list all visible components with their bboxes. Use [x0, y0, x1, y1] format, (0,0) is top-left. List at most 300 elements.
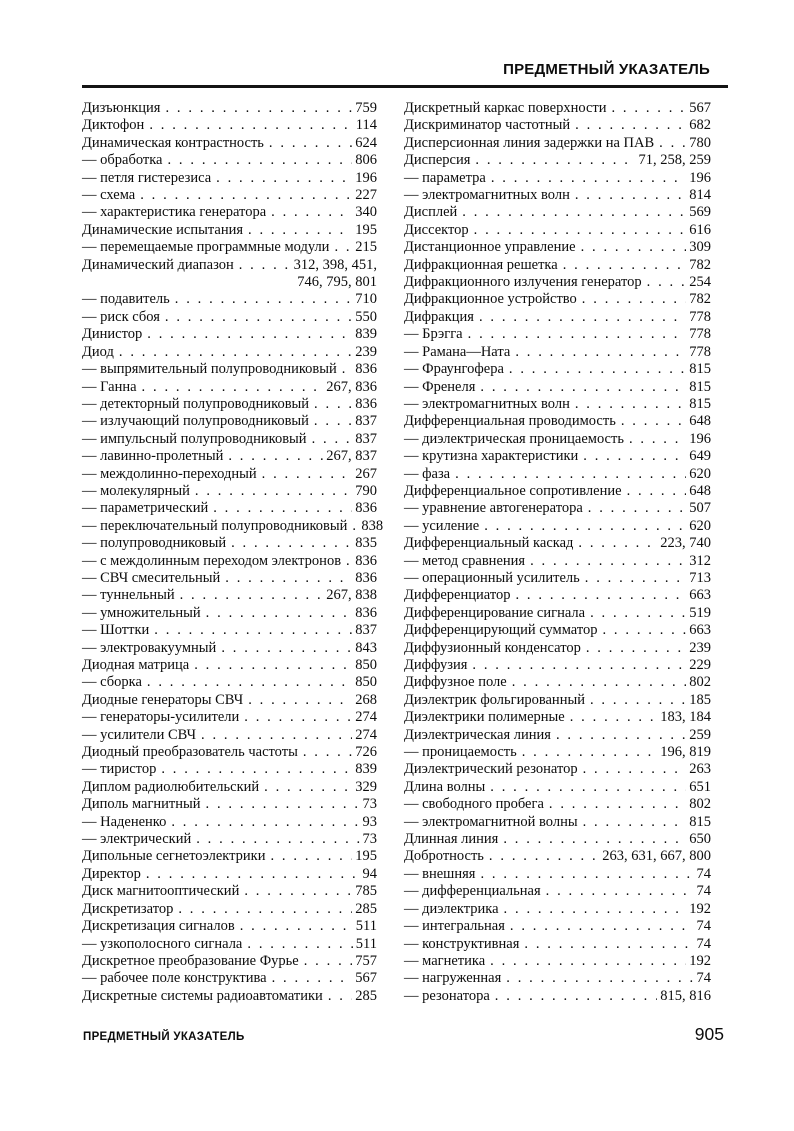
- index-entry: [82, 796, 377, 813]
- index-entry: [82, 883, 377, 900]
- index-entry: [404, 883, 711, 900]
- entry-pages: 651: [689, 778, 711, 795]
- entry-pages: 227: [355, 187, 377, 204]
- entry-term: — резонатора: [404, 987, 490, 1004]
- dot-leader: [147, 674, 352, 691]
- entry-pages: 815: [689, 395, 711, 412]
- entry-pages: 757: [355, 952, 377, 969]
- entry-pages: 267: [355, 465, 377, 482]
- entry-pages: 229: [689, 657, 711, 673]
- entry-term: — параметрический: [82, 500, 209, 517]
- entry-term: — обработка: [82, 152, 163, 169]
- entry-term: Динистор: [82, 326, 143, 343]
- dot-leader: [621, 413, 686, 430]
- index-entry: [82, 448, 377, 465]
- entry-term: Дифракционная решетка: [404, 256, 558, 273]
- entry-pages: 263: [689, 761, 711, 778]
- entry-pages: 567: [355, 970, 377, 987]
- index-entry: [404, 170, 711, 187]
- dot-leader: [165, 100, 352, 117]
- index-entry: [404, 970, 711, 987]
- entry-pages: 815: [689, 361, 711, 378]
- entry-term: Диод: [82, 343, 114, 360]
- index-entry: [404, 117, 711, 134]
- dot-leader: [468, 326, 687, 343]
- index-entry: [82, 535, 377, 552]
- index-entry: [404, 135, 711, 152]
- entry-pages-continued: 746, 795, 801: [297, 274, 377, 291]
- dot-leader: [480, 379, 686, 396]
- entry-term: Длинная линия: [404, 831, 499, 848]
- index-entry: [82, 291, 377, 308]
- entry-term: Диэлектрики полимерные: [404, 709, 565, 726]
- dot-leader: [244, 883, 352, 900]
- index-entry: [404, 274, 711, 291]
- entry-pages: 726: [355, 744, 377, 761]
- entry-term: — свободного пробега: [404, 796, 544, 813]
- index-entry: [404, 152, 711, 169]
- index-entry: [82, 605, 377, 622]
- entry-term: Дискриминатор частотный: [404, 117, 571, 134]
- index-entry: [82, 761, 377, 778]
- entry-term: — Френеля: [404, 378, 476, 395]
- index-entry: [404, 431, 711, 448]
- entry-pages: 73: [362, 831, 377, 848]
- entry-term: Дискретное преобразование Фурье: [82, 952, 299, 969]
- dot-leader: [479, 309, 686, 326]
- entry-pages: 815: [689, 378, 711, 395]
- entry-pages: 312: [689, 552, 711, 569]
- entry-term: Диплом радиолюбительский: [82, 778, 260, 795]
- entry-term: — риск сбоя: [82, 308, 160, 325]
- index-entry: [82, 744, 377, 761]
- dot-leader: [171, 814, 359, 831]
- entry-pages: 802: [689, 674, 711, 691]
- entry-term: — подавитель: [82, 291, 170, 308]
- entry-term: — сборка: [82, 674, 142, 691]
- dot-leader: [506, 970, 693, 987]
- index-entry-continuation: [82, 274, 377, 291]
- entry-term: Дистанционное управление: [404, 239, 576, 256]
- index-entry: [82, 379, 377, 396]
- dot-leader: [269, 135, 352, 152]
- dot-leader: [352, 518, 358, 535]
- dot-leader: [149, 117, 352, 134]
- entry-pages: 239: [355, 343, 377, 360]
- dot-leader: [575, 187, 686, 204]
- dot-leader: [147, 326, 352, 343]
- entry-pages: 195: [355, 221, 377, 238]
- index-entry: [404, 291, 711, 308]
- index-entry: [82, 970, 377, 987]
- dot-leader: [549, 796, 686, 813]
- index-entry: [404, 709, 711, 726]
- index-entry: [82, 483, 377, 500]
- entry-pages: 312, 398, 451,: [293, 256, 377, 273]
- entry-pages: 274: [355, 726, 377, 743]
- dot-leader: [167, 152, 352, 169]
- dot-leader: [583, 761, 687, 778]
- entry-term: Диктофон: [82, 117, 145, 134]
- dot-leader: [244, 709, 352, 726]
- index-entry: [404, 605, 711, 622]
- entry-pages: 806: [355, 152, 377, 169]
- entry-term: — дифференциальная: [404, 883, 541, 900]
- entry-term: Директор: [82, 865, 141, 882]
- dot-leader: [503, 831, 686, 848]
- index-entry: [82, 204, 377, 221]
- dot-leader: [585, 570, 687, 587]
- entry-pages: 835: [355, 535, 377, 552]
- entry-pages: 648: [689, 413, 711, 430]
- entry-term: Дифференцирующий сумматор: [404, 622, 598, 639]
- dot-leader: [647, 274, 687, 291]
- entry-term: — петля гистерезиса: [82, 169, 212, 186]
- entry-term: Диодные генераторы СВЧ: [82, 691, 244, 708]
- dot-leader: [247, 936, 352, 953]
- index-entry: [82, 640, 377, 657]
- dot-leader: [556, 727, 686, 744]
- dot-leader: [582, 291, 686, 308]
- dot-leader: [216, 170, 352, 187]
- entry-pages: 620: [689, 517, 711, 534]
- index-columns: [82, 100, 728, 1005]
- entry-term: — лавинно-пролетный: [82, 448, 224, 465]
- entry-term: — электромагнитной волны: [404, 813, 578, 830]
- index-entry: [82, 709, 377, 726]
- dot-leader: [586, 640, 686, 657]
- entry-term: — импульсный полупроводниковый: [82, 430, 307, 447]
- entry-pages: 195: [355, 848, 377, 865]
- entry-pages: 759: [355, 100, 377, 116]
- entry-pages: 93: [362, 813, 377, 830]
- dot-leader: [161, 761, 352, 778]
- entry-pages: 839: [355, 761, 377, 778]
- index-entry: [404, 448, 711, 465]
- entry-pages: 94: [362, 865, 377, 882]
- index-entry: [404, 413, 711, 430]
- dot-leader: [264, 779, 352, 796]
- entry-term: Диффузное поле: [404, 674, 507, 691]
- entry-pages: 780: [689, 134, 711, 151]
- entry-term: Дифракция: [404, 308, 474, 325]
- entry-term: Динамическая контрастность: [82, 134, 264, 151]
- dot-leader: [583, 814, 687, 831]
- index-entry: [404, 744, 711, 761]
- index-entry: [82, 361, 377, 378]
- entry-pages: 790: [355, 482, 377, 499]
- index-entry: [404, 344, 711, 361]
- dot-leader: [659, 135, 686, 152]
- entry-pages: 838: [361, 517, 384, 534]
- dot-leader: [515, 344, 686, 361]
- entry-pages: 196: [355, 169, 377, 186]
- index-entry: [404, 483, 711, 500]
- index-entry: [404, 187, 711, 204]
- entry-pages: 850: [355, 674, 377, 691]
- index-entry: [404, 657, 711, 674]
- dot-leader: [602, 622, 686, 639]
- entry-pages: 74: [696, 883, 711, 900]
- dot-leader: [484, 518, 686, 535]
- entry-term: — туннельный: [82, 587, 175, 604]
- entry-term: Дискретизация сигналов: [82, 918, 235, 935]
- entry-term: Дифференциальная проводимость: [404, 413, 616, 430]
- entry-pages: 519: [689, 604, 711, 621]
- dot-leader: [490, 779, 686, 796]
- index-entry: [404, 518, 711, 535]
- dot-leader: [178, 901, 352, 918]
- entry-term: Диэлектрик фольгированный: [404, 691, 585, 708]
- entry-term: Динамические испытания: [82, 221, 244, 238]
- dot-leader: [304, 953, 353, 970]
- index-entry: [404, 866, 711, 883]
- dot-leader: [472, 657, 686, 674]
- entry-term: — нагруженная: [404, 970, 502, 987]
- dot-leader: [546, 883, 694, 900]
- entry-pages: 567: [689, 100, 711, 116]
- dot-leader: [491, 170, 686, 187]
- index-entry: [82, 187, 377, 204]
- entry-pages: 836: [355, 569, 377, 586]
- dot-leader: [206, 605, 353, 622]
- entry-term: — параметра: [404, 169, 486, 186]
- entry-pages: 267, 838: [326, 587, 377, 604]
- index-entry: [82, 326, 377, 343]
- index-entry: [404, 309, 711, 326]
- entry-pages: 648: [689, 482, 711, 499]
- entry-term: — интегральная: [404, 918, 505, 935]
- index-entry: [82, 622, 377, 639]
- entry-term: Диск магнитооптический: [82, 883, 240, 900]
- index-entry: [404, 257, 711, 274]
- entry-pages: 268: [355, 691, 377, 708]
- dot-leader: [346, 553, 352, 570]
- entry-term: Дифференциальное сопротивление: [404, 482, 622, 499]
- dot-leader: [221, 640, 352, 657]
- entry-pages: 837: [355, 430, 377, 447]
- entry-term: — метод сравнения: [404, 552, 526, 569]
- index-entry: [404, 692, 711, 709]
- dot-leader: [146, 866, 360, 883]
- entry-term: Добротность: [404, 848, 484, 865]
- entry-term: — СВЧ смесительный: [82, 569, 221, 586]
- dot-leader: [627, 483, 687, 500]
- dot-leader: [495, 988, 657, 1005]
- index-entry: [404, 674, 711, 691]
- entry-pages: 74: [696, 970, 711, 987]
- entry-pages: 837: [355, 622, 377, 639]
- entry-term: — с междолинным переходом электронов: [82, 552, 342, 569]
- entry-term: — Фраунгофера: [404, 361, 504, 378]
- index-entry: [404, 396, 711, 413]
- entry-term: Диффузия: [404, 657, 468, 673]
- index-entry: [404, 622, 711, 639]
- entry-pages: 836: [355, 500, 377, 517]
- dot-leader: [271, 204, 352, 221]
- dot-leader: [225, 570, 352, 587]
- index-column-right: [404, 100, 711, 1005]
- index-entry: [82, 396, 377, 413]
- dot-leader: [119, 344, 352, 361]
- dot-leader: [515, 587, 686, 604]
- index-entry: [82, 117, 377, 134]
- entry-pages: 682: [689, 117, 711, 134]
- entry-term: Диэлектрическая линия: [404, 726, 551, 743]
- entry-term: — конструктивная: [404, 935, 520, 952]
- entry-pages: 267, 836: [326, 378, 377, 395]
- entry-term: — Брэгга: [404, 326, 463, 343]
- entry-term: — крутизна характеристики: [404, 448, 579, 465]
- dot-leader: [522, 744, 658, 761]
- entry-term: — уравнение автогенератора: [404, 500, 583, 517]
- index-entry: [404, 640, 711, 657]
- entry-term: — перемещаемые программные модули: [82, 239, 330, 256]
- index-entry: [82, 779, 377, 796]
- index-entry: [404, 100, 711, 117]
- entry-pages: 74: [696, 918, 711, 935]
- entry-pages: 183, 184: [660, 709, 711, 726]
- entry-pages: 710: [355, 291, 377, 308]
- dot-leader: [314, 396, 352, 413]
- dot-leader: [590, 605, 686, 622]
- entry-pages: 650: [689, 831, 711, 848]
- index-entry: [82, 500, 377, 517]
- entry-term: Дискретные системы радиоавтоматики: [82, 987, 323, 1004]
- index-entry: [82, 918, 377, 935]
- entry-term: Длина волны: [404, 778, 486, 795]
- entry-term: Диффузионный конденсатор: [404, 639, 581, 656]
- entry-pages: 192: [689, 952, 711, 969]
- dot-leader: [314, 413, 352, 430]
- index-entry: [404, 466, 711, 483]
- entry-pages: 285: [355, 900, 377, 917]
- index-entry: [404, 796, 711, 813]
- dot-leader: [480, 866, 693, 883]
- entry-term: — усиление: [404, 517, 480, 534]
- index-entry: [404, 831, 711, 848]
- index-entry: [404, 222, 711, 239]
- index-entry: [82, 848, 377, 865]
- entry-pages: 329: [355, 778, 377, 795]
- entry-term: — электрический: [82, 831, 192, 848]
- index-entry: [404, 570, 711, 587]
- entry-pages: 285: [355, 987, 377, 1004]
- entry-term: — операционный усилитель: [404, 569, 580, 586]
- index-entry: [404, 953, 711, 970]
- entry-pages: 663: [689, 587, 711, 604]
- entry-term: Дипольные сегнетоэлектрики: [82, 848, 266, 865]
- entry-term: — фаза: [404, 465, 451, 482]
- entry-pages: 663: [689, 622, 711, 639]
- index-entry: [82, 466, 377, 483]
- index-entry: [404, 239, 711, 256]
- entry-term: Диэлектрический резонатор: [404, 761, 578, 778]
- index-entry: [404, 761, 711, 778]
- dot-leader: [248, 222, 352, 239]
- entry-term: — магнетика: [404, 952, 486, 969]
- entry-pages: 114: [355, 117, 377, 134]
- index-entry: [404, 814, 711, 831]
- entry-term: — проницаемость: [404, 744, 517, 761]
- index-entry: [404, 379, 711, 396]
- entry-term: Дифференцирование сигнала: [404, 604, 586, 621]
- entry-term: Дискретизатор: [82, 900, 174, 917]
- entry-pages: 837: [355, 413, 377, 430]
- entry-pages: 782: [689, 256, 711, 273]
- entry-pages: 815, 816: [660, 987, 711, 1004]
- entry-pages: 274: [355, 709, 377, 726]
- dot-leader: [231, 535, 352, 552]
- index-entry: [82, 222, 377, 239]
- entry-term: Диодная матрица: [82, 657, 190, 673]
- index-entry: [404, 901, 711, 918]
- entry-term: — тиристор: [82, 761, 157, 778]
- entry-pages: 196, 819: [660, 744, 711, 761]
- index-entry: [404, 779, 711, 796]
- entry-pages: 74: [696, 865, 711, 882]
- dot-leader: [512, 674, 687, 691]
- dot-leader: [165, 309, 352, 326]
- entry-pages: 620: [689, 465, 711, 482]
- index-entry: [82, 988, 377, 1005]
- index-entry: [82, 831, 377, 848]
- entry-term: Дифференциальный каскад: [404, 535, 574, 552]
- entry-term: — детекторный полупроводниковый: [82, 395, 310, 412]
- dot-leader: [206, 796, 360, 813]
- entry-term: — Шоттки: [82, 622, 150, 639]
- dot-leader: [248, 692, 352, 709]
- index-entry: [82, 674, 377, 691]
- entry-term: — Рамана—Ната: [404, 343, 511, 360]
- entry-term: Дисперсия: [404, 152, 471, 169]
- index-entry: [82, 901, 377, 918]
- dot-leader: [194, 657, 352, 674]
- entry-term: — внешняя: [404, 865, 476, 882]
- index-entry: [82, 553, 377, 570]
- dot-leader: [240, 918, 353, 935]
- dot-leader: [489, 848, 599, 865]
- dot-leader: [462, 204, 686, 221]
- entry-pages: 569: [689, 204, 711, 221]
- index-entry: [82, 170, 377, 187]
- header-rule: [82, 85, 728, 88]
- entry-pages: 511: [355, 918, 377, 935]
- entry-pages: 185: [689, 691, 711, 708]
- index-entry: [82, 413, 377, 430]
- entry-pages: 192: [689, 900, 711, 917]
- index-entry: [82, 570, 377, 587]
- dot-leader: [474, 222, 687, 239]
- entry-pages: 267, 837: [326, 448, 377, 465]
- entry-term: — схема: [82, 187, 136, 204]
- entry-term: — рабочее поле конструктива: [82, 970, 267, 987]
- dot-leader: [195, 483, 352, 500]
- entry-term: — излучающий полупроводниковый: [82, 413, 309, 430]
- entry-term: — электромагнитных волн: [404, 187, 570, 204]
- dot-leader: [575, 396, 686, 413]
- entry-pages: 263, 631, 667, 800: [602, 848, 711, 865]
- index-entry: [404, 988, 711, 1005]
- index-entry: [404, 936, 711, 953]
- entry-pages: 649: [689, 448, 711, 465]
- index-entry: [404, 361, 711, 378]
- entry-pages: 215: [355, 239, 377, 256]
- entry-pages: 785: [355, 883, 377, 900]
- dot-leader: [570, 709, 658, 726]
- dot-leader: [583, 448, 686, 465]
- dot-leader: [328, 988, 352, 1005]
